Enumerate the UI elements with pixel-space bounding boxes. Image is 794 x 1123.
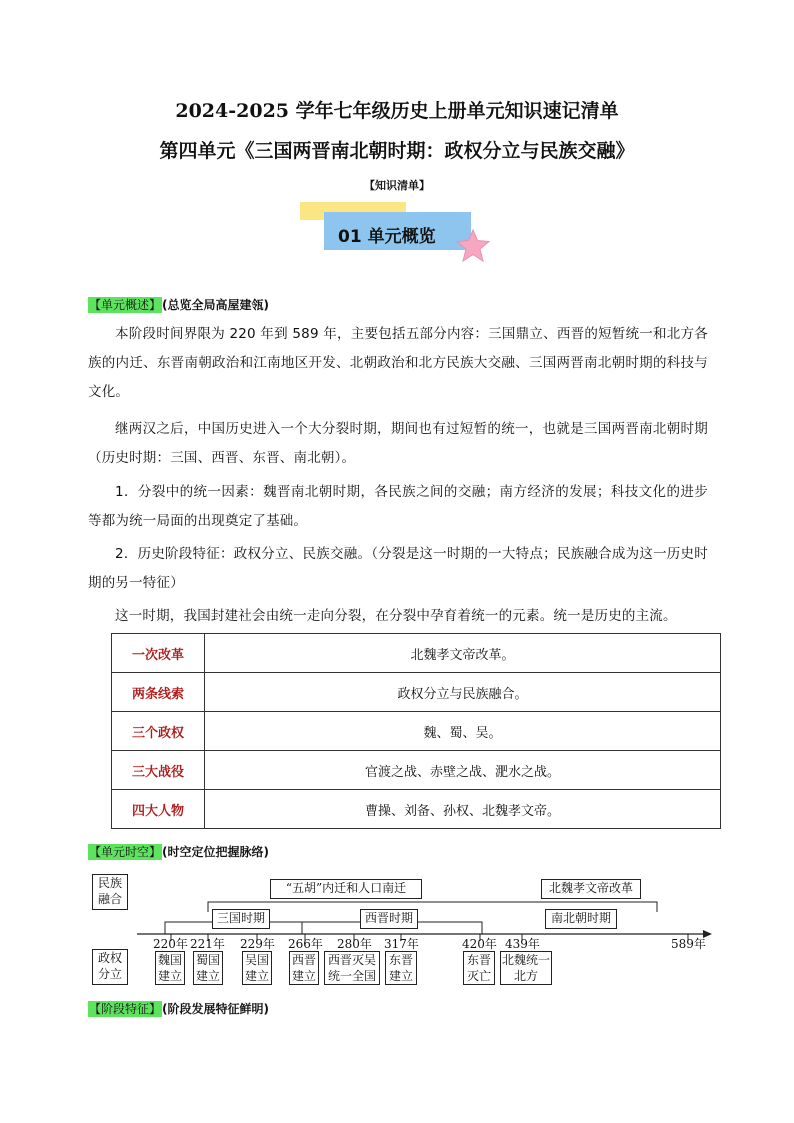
event-line: 统一全国 [327,969,376,983]
year-label: 229年 [240,937,275,951]
event-line: 建立 [244,969,269,983]
overview-paragraph-4: 2．历史阶段特征：政权分立、民族交融。（分裂是这一时期的一大特点；民族融合成为这一历史时期的另一特征） [88,546,708,591]
regime-division-label-line2: 分立 [97,967,122,981]
table-key: 两条线索 [112,673,205,712]
event-line: 西晋 [291,953,316,967]
overview-paragraph-2: 继两汉之后，中国历史进入一个大分裂时期，期间也有过短暂的统一，也就是三国两晋南北朝时期（历史时期：三国、西晋、东晋、南北朝）。 [88,421,708,466]
year-label: 220年 [153,937,188,951]
document-title: 2024-2025 学年七年级历史上册单元知识速记清单 [175,100,619,122]
overview-paragraph-1: 本阶段时间界限为 220 年到 589 年，主要包括五部分内容：三国鼎立、西晋的短暂统一和北方各族的内迁、东晋南朝政治和江南地区开发、北朝政治和北方民族大交融、三国两晋南北朝时期的科技与文化。 [88,326,708,400]
year-label: 420年 [462,937,497,951]
event-wu-founded [242,951,272,985]
event-shu-founded [193,951,223,985]
timeline-note: (时空定位把握脉络) [162,845,269,859]
table-value: 魏、蜀、吴。 [205,712,721,751]
overview-tag: 【单元概述】 [89,298,162,312]
event-line: 建立 [291,969,316,983]
stage-section-label [88,1000,269,1017]
event-northern-wei-unifies [500,951,552,985]
event-wei-founded [155,951,185,985]
table-value: 官渡之战、赤壁之战、淝水之战。 [205,751,721,790]
year-label: 439年 [505,937,540,951]
migration-event: “五胡”内迁和人口南迁 [270,879,422,899]
event-line: 建立 [157,969,182,983]
table-key: 三大战役 [112,751,205,790]
knowledge-list-label: 【知识清单】 [364,179,430,192]
table-value: 曹操、刘备、孙权、北魏孝文帝。 [205,790,721,829]
period-three-kingdoms: 三国时期 [212,909,270,929]
period-western-jin: 西晋时期 [360,909,418,929]
event-line: 建立 [388,969,413,983]
event-line: 东晋 [466,953,491,967]
overview-note: (总览全局高屋建瓴) [162,298,269,312]
event-eastern-jin-fall [463,951,495,985]
event-line: 蜀国 [195,953,220,967]
ethnic-fusion-label-line1: 民族 [97,876,122,890]
table-key: 三个政权 [112,712,205,751]
year-label: 221年 [190,937,225,951]
table-key: 一次改革 [112,634,205,673]
event-line: 建立 [195,969,220,983]
regime-division-label-line1: 政权 [97,951,122,965]
table-value: 政权分立与民族融合。 [205,673,721,712]
unit-title: 第四单元《三国两晋南北朝时期：政权分立与民族交融》 [159,140,635,162]
event-line: 灭亡 [466,969,491,983]
section-banner-title: 01 单元概览 [338,227,436,247]
table-key: 四大人物 [112,790,205,829]
event-line: 魏国 [157,953,182,967]
regime-division-label [92,949,128,985]
event-jin-unifies [324,951,380,985]
event-line: 北方 [513,969,538,983]
reform-event: 北魏孝文帝改革 [541,879,641,899]
year-label: 266年 [288,937,323,951]
event-line: 北魏统一 [501,953,550,967]
period-southern-northern: 南北朝时期 [545,909,617,929]
overview-paragraph-3: 1．分裂中的统一因素：魏晋南北朝时期，各民族之间的交融；南方经济的发展；科技文化的进步等都为统一局面的出现奠定了基础。 [88,484,708,529]
overview-paragraph-5: 这一时期，我国封建社会由统一走向分裂，在分裂中孕育着统一的元素。统一是历史的主流。 [115,608,677,624]
stage-note: (阶段发展特征鲜明) [162,1002,269,1016]
ethnic-fusion-label-line2: 融合 [97,892,122,906]
table-value: 北魏孝文帝改革。 [205,634,721,673]
year-label: 589年 [671,937,706,951]
stage-tag: 【阶段特征】 [89,1002,162,1016]
event-line: 东晋 [388,953,413,967]
event-eastern-jin-founded [385,951,417,985]
event-line: 西晋灭吴 [327,953,376,967]
year-label: 280年 [337,937,372,951]
year-label: 317年 [384,937,419,951]
timeline-tag: 【单元时空】 [89,845,162,859]
event-western-jin-founded [289,951,319,985]
event-line: 吴国 [244,953,269,967]
ethnic-fusion-label [92,874,128,910]
